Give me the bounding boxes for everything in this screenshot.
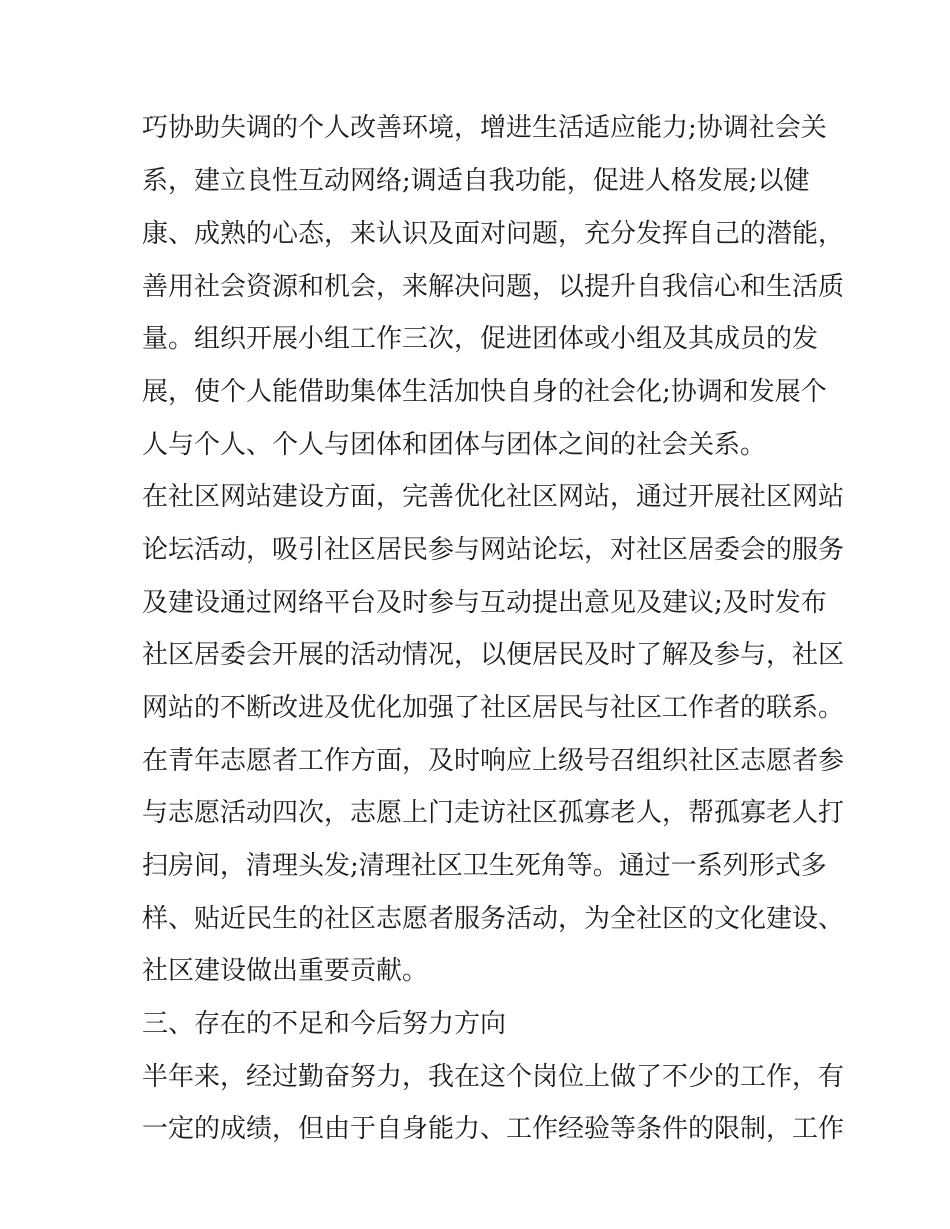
text-line: 善用社会资源和机会，来解决问题，以提升自我信心和生活质 <box>142 272 845 302</box>
text-line: 论坛活动，吸引社区居民参与网站论坛，对社区居委会的服务 <box>142 535 845 565</box>
text-line: 社区居委会开展的活动情况，以便居民及时了解及参与，社区 <box>142 640 845 670</box>
text-line: 扫房间，清理头发;清理社区卫生死角等。通过一系列形式多 <box>142 851 827 881</box>
text-line: 网站的不断改进及优化加强了社区居民与社区工作者的联系。 <box>142 693 845 723</box>
section-heading: 三、存在的不足和今后努力方向 <box>142 1009 507 1039</box>
text-line: 半年来，经过勤奋努力，我在这个岗位上做了不少的工作，有 <box>142 1062 845 1092</box>
text-line: 在青年志愿者工作方面，及时响应上级号召组织社区志愿者参 <box>142 746 845 776</box>
text-line: 人与个人、个人与团体和团体与团体之间的社会关系。 <box>142 430 767 460</box>
text-line: 康、成熟的心态，来认识及面对问题，充分发挥自己的潜能， <box>142 219 845 249</box>
text-line: 展，使个人能借助集体生活加快自身的社会化;协调和发展个 <box>142 377 827 407</box>
text-line: 一定的成绩，但由于自身能力、工作经验等条件的限制，工作 <box>142 1114 845 1144</box>
text-line: 巧协助失调的个人改善环境，增进生活适应能力;协调社会关 <box>142 113 827 143</box>
text-line: 及建设通过网络平台及时参与互动提出意见及建议;及时发布 <box>142 588 827 618</box>
text-line: 与志愿活动四次，志愿上门走访社区孤寡老人，帮孤寡老人打 <box>142 798 845 828</box>
text-line: 系，建立良性互动网络;调适自我功能，促进人格发展;以健 <box>142 166 810 196</box>
text-line: 样、贴近民生的社区志愿者服务活动，为全社区的文化建设、 <box>142 904 845 934</box>
text-line: 在社区网站建设方面，完善优化社区网站，通过开展社区网站 <box>142 482 845 512</box>
text-line: 量。组织开展小组工作三次，促进团体或小组及其成员的发 <box>142 324 819 354</box>
text-line: 社区建设做出重要贡献。 <box>142 956 429 986</box>
